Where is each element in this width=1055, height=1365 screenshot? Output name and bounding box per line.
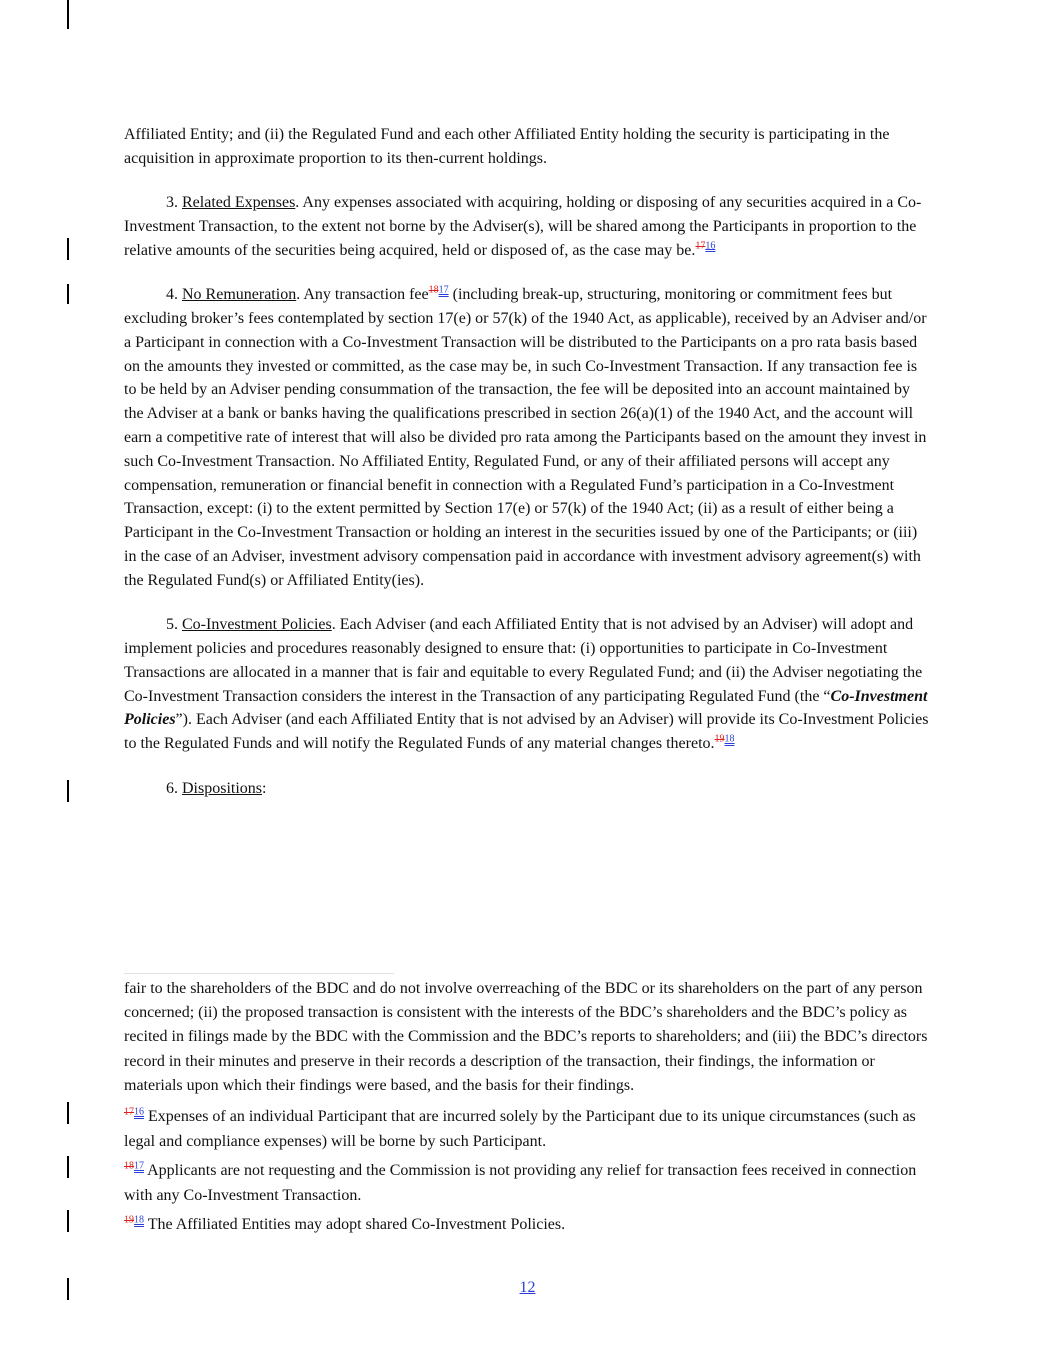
change-bar-top [67,0,69,29]
inserted-footnote-number[interactable]: 18 [134,1214,144,1226]
change-bar-p5 [67,780,69,802]
inserted-footnote-number[interactable]: 17 [134,1160,144,1172]
heading-no-remuneration: No Remuneration [182,286,297,304]
paragraph-number: 6. [166,779,178,797]
deleted-footnote-ref: 19 [714,733,725,745]
body-text [124,123,930,800]
deleted-footnote-ref: 17 [695,240,706,252]
paragraph-continuation: Affiliated Entity; and (ii) the Regulated Fund and each other Affiliated Entity holding the security is participating in the acquisition in approximate proportion to its then-current holdings. [124,126,890,167]
footnote-text: Applicants are not requesting and the Commission is not providing any relief for transaction fees received in connection with any Co-Investment Transaction. [124,1162,917,1205]
change-bar-fn17 [67,1156,69,1178]
footnote-16 [124,1104,930,1154]
page-number [0,1279,1055,1297]
paragraph-number: 3. [166,194,178,212]
heading-related-expenses: Related Expenses [182,194,296,212]
inserted-footnote-ref[interactable]: 16 [705,240,716,252]
footnote-17 [124,1158,930,1208]
deleted-footnote-number: 19 [124,1214,134,1226]
heading-co-investment-policies: Co-Investment Policies [182,616,332,634]
paragraph-6-dispositions [124,777,930,801]
paragraph-number: 5. [166,616,178,634]
footnote-18 [124,1212,930,1237]
paragraph-text: ”). Each Adviser (and each Affiliated Entity that is not advised by an Adviser) will provide its Co-Investment Policies to the Regulated Funds and will notify the Regulated Funds of any material changes thereto. [124,711,929,753]
footnotes [124,977,930,1237]
footnote-text: Expenses of an individual Participant that are incurred solely by the Participant due to its unique circumstances (such as legal and compliance expenses) will be borne by such Participant. [124,1108,916,1151]
change-bar-fn16 [67,1102,69,1124]
paragraph-tail: : [262,779,267,797]
change-bar-p4 [67,284,69,304]
inserted-footnote-ref[interactable]: 17 [438,284,449,296]
paragraph-3-related-expenses [124,191,930,262]
footnote-text: The Affiliated Entities may adopt shared Co-Investment Policies. [144,1216,566,1234]
paragraph-text: . Any expenses associated with acquiring, holding or disposing of any securities acquired in a Co-Investment Transaction, to the extent not borne by the Adviser(s), will be shared among the Participants in proportion to the relative amounts of the securities being acquired, held or disposed of, as the case may be. [124,194,922,259]
paragraph-number: 4. [166,286,178,304]
deleted-footnote-number: 17 [124,1106,134,1118]
change-bar-fn18 [67,1210,69,1232]
inserted-footnote-number[interactable]: 16 [134,1106,144,1118]
paragraph-5-co-investment-policies [124,613,930,756]
footnote-separator [124,973,394,974]
paragraph-text: (including break-up, structuring, monitoring or commitment fees but excluding broker’s fees contemplated by section 17(e) or 57(k) of the 1940 Act, as applicable), received by an Adviser and/or a Participant in connection with a Co-Investment Transaction will be distributed to the Participants on a pro rata basis based on the amounts they invested or committed, as the case may be, in such Co-Investment Transaction. If any transaction fee is to be held by an Adviser pending consummation of the transaction, the fee will be deposited into an account maintained by the Adviser at a bank or banks having the qualifications prescribed in section 26(a)(1) of the 1940 Act, and the account will earn a competitive rate of interest that will also be divided pro rata among the Participants based on the amount they invest in such Co-Investment Transaction. No Affiliated Entity, Regulated Fund, or any of their affiliated persons will accept any compensation, remuneration or financial benefit in connection with a Regulated Fund’s participation in a Co-Investment Transaction, except: (i) to the extent permitted by Section 17(e) or 57(k) of the 1940 Act; (ii) as a result of either being a Participant in the Co-Investment Transaction or holding an interest in the securities issued by one of the Participants; or (iii) in the case of an Adviser, investment advisory compensation paid in accordance with investment advisory agreement(s) with the Regulated Fund(s) or Affiliated Entity(ies). [124,286,927,589]
page-number-link[interactable]: 12 [519,1279,536,1296]
paragraph-text: . Each Adviser (and each Affiliated Entity that is not advised by an Adviser) will adopt and implement policies and procedures reasonably designed to ensure that: (i) opportunities to participate in Co-Investment Transactions are allocated in a manner that is fair and equitable to every Regulated Fund; and (ii) the Adviser negotiating the Co-Investment Transaction considers the interest in the Transaction of any participating Regulated Fund (the “ [124,616,923,705]
deleted-footnote-number: 18 [124,1160,134,1172]
change-bar-p3 [67,238,69,260]
deleted-footnote-ref: 18 [428,284,439,296]
footnote-continuation: fair to the shareholders of the BDC and do not involve overreaching of the BDC or its shareholders on the part of any person concerned; (ii) the proposed transaction is consistent with the interests of the BDC’s shareholders and the BDC’s policy as recited in filings made by the BDC with the Commission and the BDC’s reports to shareholders; and (iii) the BDC’s directors record in their minutes and preserve in their records a description of the transaction, their findings, the information or materials upon which their findings were based, and the basis for their findings. [124,980,928,1094]
paragraph-text: . Any transaction fee [296,286,429,304]
inserted-footnote-ref[interactable]: 18 [724,733,735,745]
defined-term: Co-Investment Policies [124,687,928,729]
paragraph-4-no-remuneration [124,283,930,592]
heading-dispositions: Dispositions [182,779,263,797]
